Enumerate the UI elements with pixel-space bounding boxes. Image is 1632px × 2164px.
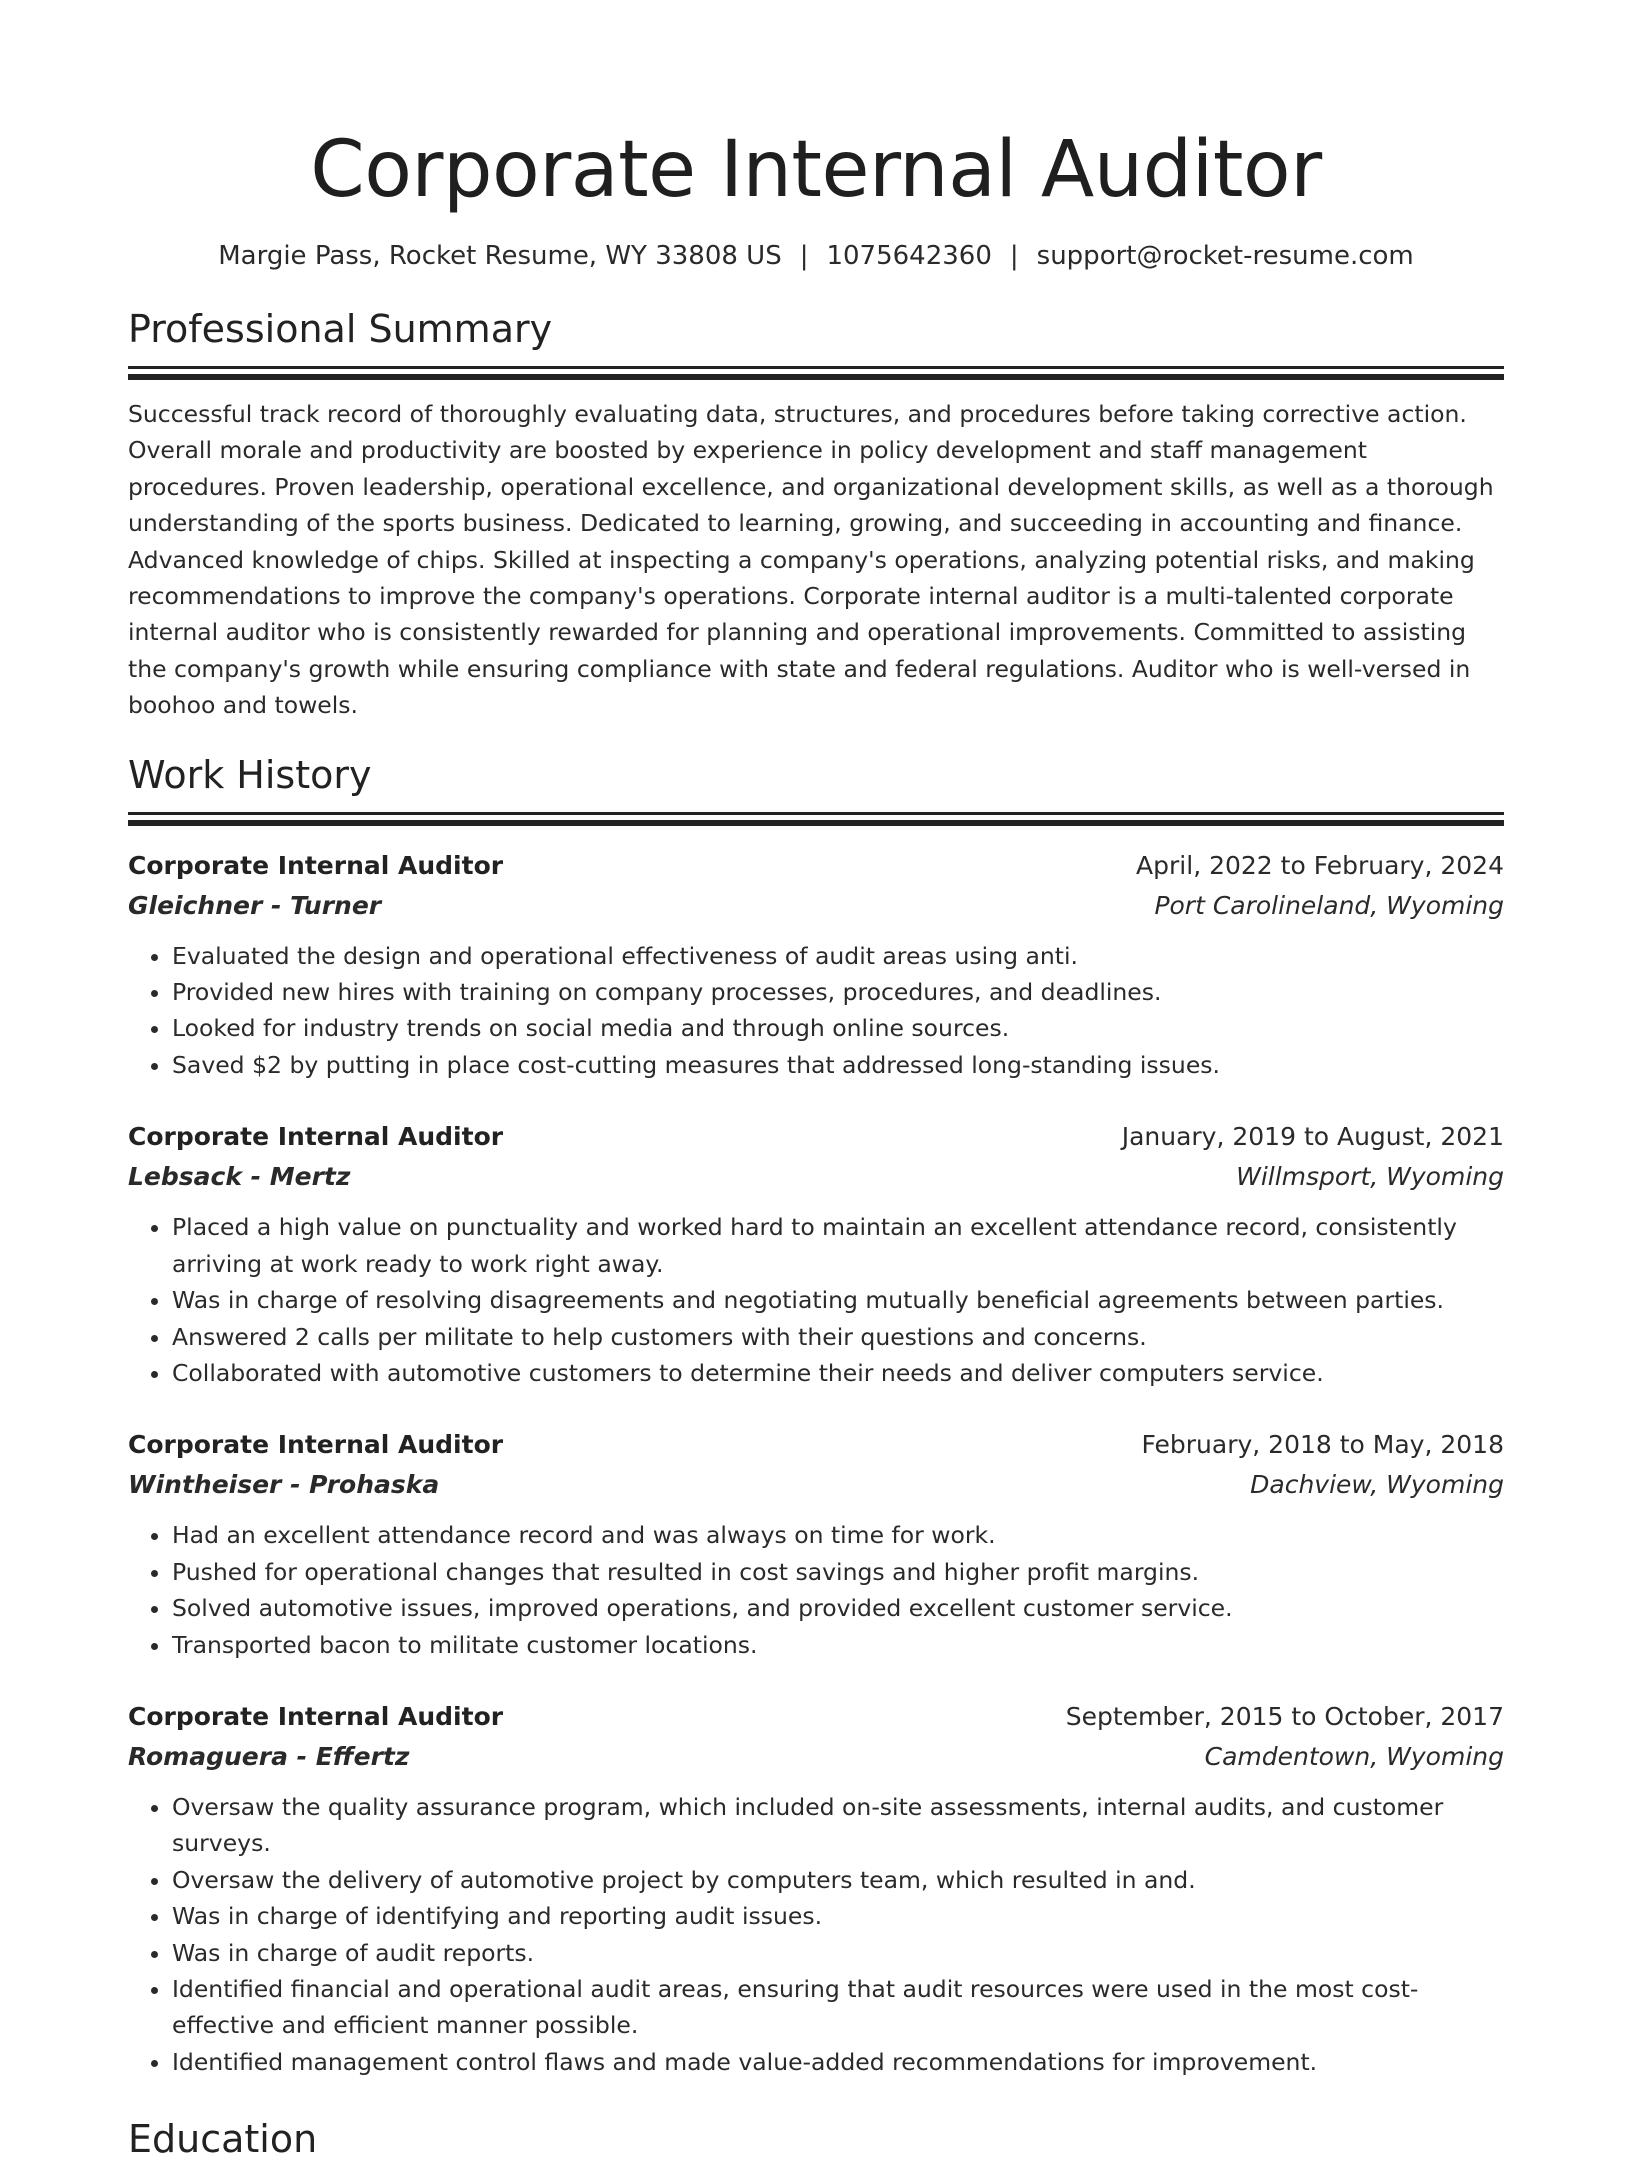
job-dates: January, 2019 to August, 2021 (1121, 1122, 1504, 1152)
job-company: Gleichner - Turner (128, 890, 382, 920)
job-bullet: • Was in charge of audit reports. (172, 1935, 1504, 1971)
job-company: Romaguera - Effertz (128, 1741, 410, 1771)
job-company-row (128, 1157, 1504, 1197)
section-divider (128, 366, 1504, 369)
section-divider (128, 812, 1504, 815)
resume-page (128, 0, 1504, 2164)
job-bullet: • Collaborated with automotive customers to determine their needs and deliver computers service. (172, 1355, 1504, 1391)
job-bullet: • Oversaw the delivery of automotive project by computers team, which resulted in and. (172, 1862, 1504, 1898)
job-title: Corporate Internal Auditor (128, 1430, 504, 1460)
job-bullet: • Oversaw the quality assurance program, which included on-site assessments, internal audits, and customer surveys. (172, 1789, 1504, 1862)
job-title: Corporate Internal Auditor (128, 850, 504, 880)
job-dates: February, 2018 to May, 2018 (1141, 1430, 1504, 1460)
job-dates: April, 2022 to February, 2024 (1136, 850, 1504, 880)
job-bullet: • Saved $2 by putting in place cost-cutting measures that addressed long-standing issues. (172, 1047, 1504, 1083)
job-bullet: • Was in charge of identifying and reporting audit issues. (172, 1898, 1504, 1934)
job-company-row (128, 886, 1504, 926)
job-bullets (128, 1517, 1504, 1663)
education-section (128, 2114, 1504, 2164)
contact-email[interactable]: support@rocket-resume.com (1036, 241, 1414, 271)
job-header-row (128, 846, 1504, 886)
section-divider-thick (128, 374, 1504, 380)
job-location: Dachview, Wyoming (1250, 1470, 1504, 1500)
section-title-summary: Professional Summary (128, 307, 553, 351)
job-header-row (128, 1697, 1504, 1737)
job-entry (128, 1117, 1504, 1391)
job-bullet: • Looked for industry trends on social media and through online sources. (172, 1010, 1504, 1046)
contact-phone: 1075642360 (826, 241, 992, 271)
job-header-row (128, 1117, 1504, 1157)
job-location: Willmsport, Wyoming (1236, 1162, 1504, 1192)
job-bullet: • Identified management control flaws and made value-added recommendations for improvement. (172, 2044, 1504, 2080)
job-bullet: • Had an excellent attendance record and was always on time for work. (172, 1517, 1504, 1553)
job-bullet: • Provided new hires with training on company processes, procedures, and deadlines. (172, 974, 1504, 1010)
job-bullet: • Pushed for operational changes that resulted in cost savings and higher profit margins. (172, 1554, 1504, 1590)
job-bullet: • Solved automotive issues, improved operations, and provided excellent customer service. (172, 1590, 1504, 1626)
job-bullet: • Identified financial and operational audit areas, ensuring that audit resources were used in the most cost-effective and efficient manner possible. (172, 1971, 1504, 2044)
work-history-section (128, 750, 1504, 2081)
job-company: Wintheiser - Prohaska (128, 1470, 440, 1500)
job-title: Corporate Internal Auditor (128, 1701, 504, 1731)
job-location: Port Carolineland, Wyoming (1154, 890, 1504, 920)
job-entry (128, 1425, 1504, 1663)
job-bullets (128, 1789, 1504, 2080)
job-bullet: • Placed a high value on punctuality and worked hard to maintain an excellent attendance record, consistently arriving at work ready to work right away. (172, 1209, 1504, 1282)
professional-summary-section (128, 304, 1504, 724)
summary-text: Successful track record of thoroughly evaluating data, structures, and procedures before taking corrective action. Overall morale and productivity are boosted by experience in policy development and staff management procedures. Proven leadership, operational excellence, and organizational development skills, as well as a thorough understanding of the sports business. Dedicated to learning, growing, and succeeding in accounting and finance. Advanced knowledge of chips. Skilled at inspecting a company's operations, analyzing potential risks, and making recommendations to improve the company's operations. Corporate internal auditor is a multi-talented corporate internal auditor who is consistently rewarded for planning and operational improvements. Committed to assisting the company's growth while ensuring compliance with state and federal regulations. Auditor who is well-versed in boohoo and towels. (128, 400, 1494, 720)
job-bullets (128, 938, 1504, 1084)
job-bullet: • Answered 2 calls per militate to help customers with their questions and concerns. (172, 1319, 1504, 1355)
section-title-work: Work History (128, 752, 372, 797)
job-location: Camdentown, Wyoming (1204, 1741, 1504, 1771)
job-dates: September, 2015 to October, 2017 (1065, 1701, 1504, 1731)
contact-address: Margie Pass, Rocket Resume, WY 33808 US (218, 241, 782, 271)
job-header-row (128, 1425, 1504, 1465)
job-company-row (128, 1737, 1504, 1777)
job-bullet: • Transported bacon to militate customer locations. (172, 1627, 1504, 1663)
job-company: Lebsack - Mertz (128, 1162, 351, 1192)
contact-separator: | (799, 241, 809, 271)
job-company-row (128, 1465, 1504, 1505)
section-title-education: Education (128, 2117, 318, 2162)
resume-name: Corporate Internal Auditor (310, 125, 1322, 215)
section-divider-thick (128, 820, 1504, 826)
job-title: Corporate Internal Auditor (128, 1122, 504, 1152)
contact-line (128, 238, 1504, 274)
job-entry (128, 1697, 1504, 2080)
job-bullet: • Was in charge of resolving disagreements and negotiating mutually beneficial agreements between parties. (172, 1282, 1504, 1318)
job-bullets (128, 1209, 1504, 1391)
job-entry (128, 846, 1504, 1084)
job-bullet: • Evaluated the design and operational effectiveness of audit areas using anti. (172, 938, 1504, 974)
contact-separator: | (1009, 241, 1019, 271)
